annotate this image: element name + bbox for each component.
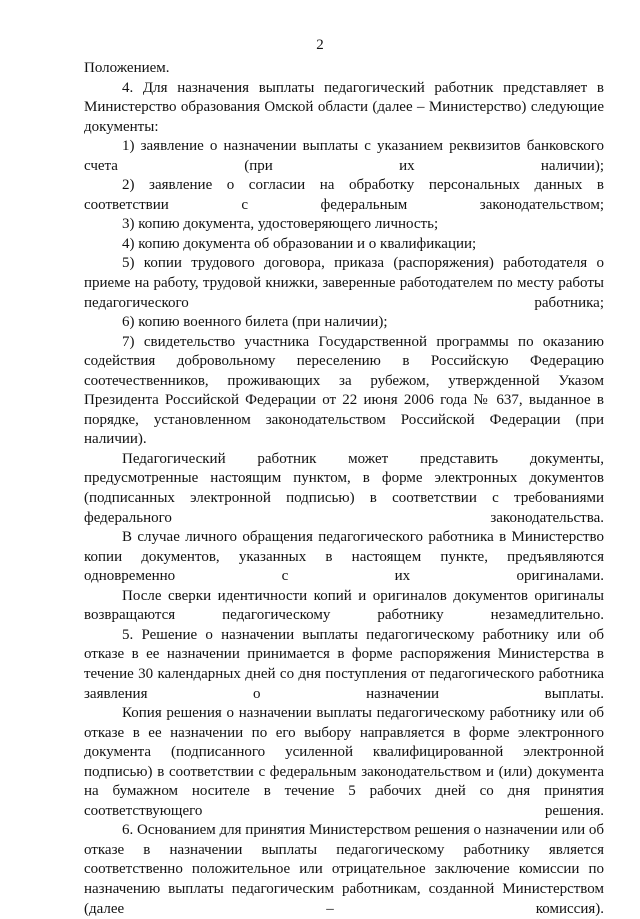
paragraph — [84, 450, 604, 528]
paragraph — [84, 587, 604, 626]
text-line: федерального законодательства. — [84, 509, 604, 526]
text-line: 6. Основанием для принятия Министерством решения о назначении или — [122, 822, 586, 839]
text-line: наличии). — [84, 431, 147, 448]
text-line: содействия добровольному переселению в Российскую Федерацию — [84, 353, 604, 370]
text-line: счета (при их наличии); — [84, 157, 604, 174]
text-line: 3) копию документа, удостоверяющего личность; — [122, 216, 439, 233]
text-line: Копия решения о назначении выплаты педагогическому работнику или об — [122, 705, 604, 722]
paragraph — [84, 254, 604, 313]
page-number: 2 — [316, 37, 324, 53]
document-body — [84, 59, 604, 919]
text-line: После сверки идентичности копий и оригиналов документов оригиналы — [122, 587, 604, 604]
paragraph — [84, 235, 604, 255]
text-line: течение 30 календарных дней со дня поступления от педагогического — [84, 665, 535, 682]
paragraph — [84, 215, 604, 235]
text-line: предусмотренные настоящим пунктом, в форме электронных документов — [84, 470, 604, 487]
paragraph — [84, 821, 604, 919]
text-line: (далее – комиссия). — [84, 900, 604, 917]
text-line: назначению выплаты педагогическим работникам, созданной Министерством — [84, 880, 604, 897]
paragraph — [84, 59, 604, 79]
paragraph — [84, 313, 604, 333]
paragraph — [84, 626, 604, 704]
text-line: Педагогический работник может представить документы, — [122, 450, 604, 467]
text-line: об отказе в назначении выплаты педагогическому работнику является — [84, 822, 604, 858]
paragraph — [84, 137, 604, 176]
text-line: Положением. — [84, 60, 170, 76]
text-line: 5. Решение о назначении выплаты педагогическому работнику или об — [122, 626, 604, 643]
text-line: работника заявления о назначении выплаты. — [84, 665, 605, 702]
text-line: копии документов, указанных в настоящем пункте, предъявляются — [84, 548, 604, 565]
text-line: отказе в ее назначении по его выбору направляется в форме электронного — [84, 724, 604, 741]
text-line: Министерство образования Омской области (далее – Министерство) — [84, 99, 527, 116]
text-line: 2) заявление о согласии на обработку персональных данных в — [122, 177, 604, 194]
text-line: соответствии с федеральным законодательством; — [84, 196, 604, 213]
paragraph — [84, 176, 604, 215]
text-line: 4. Для назначения выплаты педагогический работник представляет в — [122, 79, 604, 96]
text-line: одновременно с их оригиналами. — [84, 568, 604, 585]
text-line: 7) свидетельство участника Государственной программы по оказанию — [122, 333, 604, 350]
text-line: 5) копии трудового договора, приказа (распоряжения) работодателя о — [122, 255, 604, 272]
text-line: работы педагогического работника; — [84, 275, 604, 311]
paragraph — [84, 704, 604, 821]
text-line: (подписанных электронной подписью) в соответствии с требованиями — [84, 490, 604, 507]
paragraph — [84, 333, 604, 450]
text-line: на бумажном носителе в течение 5 рабочих дней со дня принятия — [84, 783, 604, 800]
text-line: 4) копию документа об образовании и о квалификации; — [122, 235, 477, 252]
text-line: приеме на работу, трудовой книжки, заверенные работодателем по месту — [84, 275, 555, 292]
text-line: Президента Российской Федерации от 22 июня 2006 года № 637, выданное в — [84, 392, 604, 409]
text-line: В случае личного обращения педагогического работника в Министерство — [122, 529, 604, 546]
text-line: возвращаются педагогическому работнику незамедлительно. — [84, 607, 604, 624]
text-line: порядке, установленном законодательством Российской Федерации (при — [84, 411, 604, 428]
text-line: документа (подписанного усиленной квалифицированной электронной — [84, 744, 604, 761]
text-line: соответствующего решения. — [84, 802, 604, 819]
paragraph — [84, 79, 604, 138]
text-line: 1) заявление о назначении выплаты с указанием реквизитов банковского — [122, 138, 604, 155]
text-line: соответственно положительное или отрицательное заключение комиссии по — [84, 861, 604, 878]
text-line: подписью) в соответствии с федеральным законодательством и (или) документа — [84, 763, 604, 780]
paragraph — [84, 528, 604, 587]
text-line: 6) копию военного билета (при наличии); — [122, 314, 388, 331]
text-line: соотечественников, проживающих за рубежом, утвержденной Указом — [84, 372, 604, 389]
text-line: следующие документы: — [84, 99, 604, 135]
text-line: отказе в ее назначении принимается в форме распоряжения Министерства в — [84, 646, 604, 663]
